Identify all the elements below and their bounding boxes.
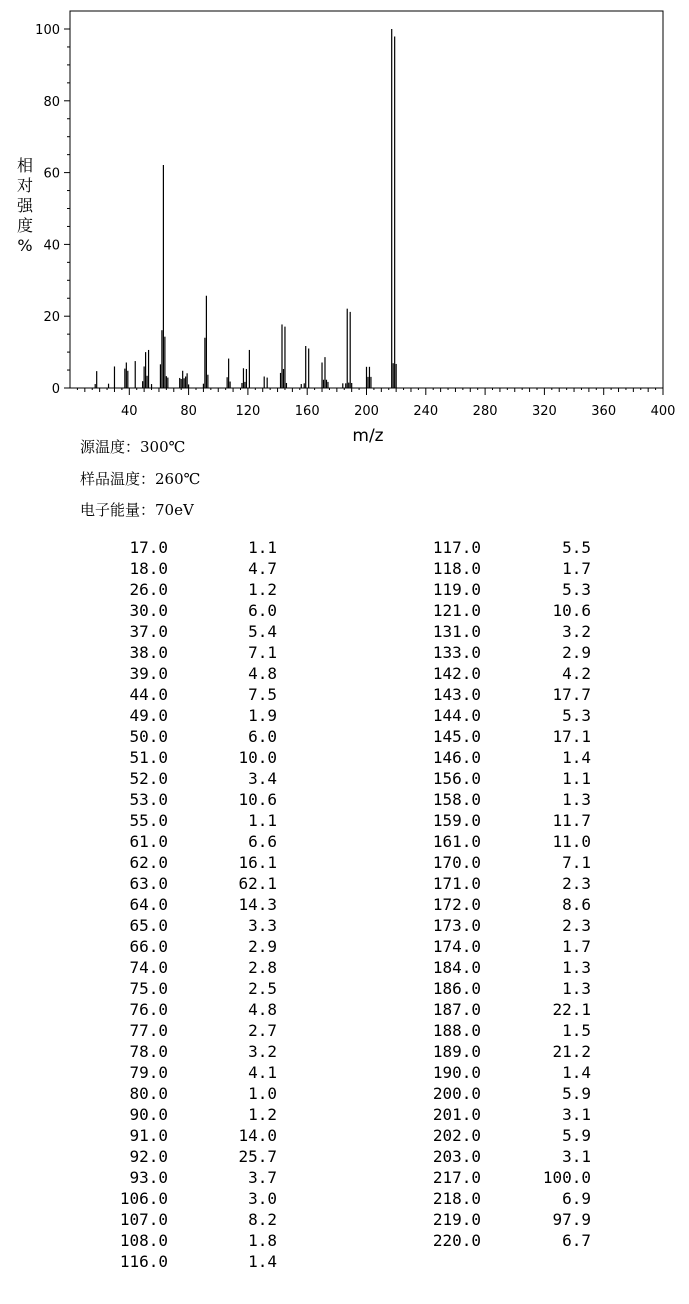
mz-cell: 174.0 (432, 937, 481, 956)
intensity-cell: 6.6 (248, 832, 277, 851)
mz-cell: 90.0 (129, 1105, 168, 1124)
mz-cell: 108.0 (119, 1231, 168, 1250)
intensity-cell: 1.1 (562, 769, 591, 788)
peak-bars (95, 29, 396, 388)
mz-cell: 77.0 (129, 1021, 168, 1040)
table-row (0, 1021, 689, 1041)
mz-cell: 107.0 (119, 1210, 168, 1229)
mz-cell: 117.0 (432, 538, 481, 557)
source-temperature: 源温度：300℃ (80, 438, 186, 456)
x-axis (77, 388, 675, 419)
intensity-cell: 7.5 (248, 685, 277, 704)
mz-cell: 203.0 (432, 1147, 481, 1166)
mz-cell: 142.0 (432, 664, 481, 683)
intensity-cell: 1.5 (562, 1021, 591, 1040)
table-row (0, 1231, 689, 1251)
intensity-cell: 4.8 (248, 664, 277, 683)
intensity-cell: 3.2 (562, 622, 591, 641)
mz-cell: 172.0 (432, 895, 481, 914)
sample-temperature: 样品温度：260℃ (80, 470, 201, 488)
intensity-cell: 1.2 (248, 1105, 277, 1124)
mz-cell: 200.0 (432, 1084, 481, 1103)
table-row (0, 580, 689, 600)
mz-cell: 37.0 (129, 622, 168, 641)
mz-cell: 75.0 (129, 979, 168, 998)
intensity-cell: 3.3 (248, 916, 277, 935)
table-row (0, 643, 689, 663)
intensity-cell: 25.7 (238, 1147, 277, 1166)
mz-cell: 76.0 (129, 1000, 168, 1019)
intensity-cell: 2.3 (562, 916, 591, 935)
table-row (0, 1084, 689, 1104)
mz-cell: 51.0 (129, 748, 168, 767)
table-row (0, 706, 689, 726)
intensity-cell: 10.0 (238, 748, 277, 767)
intensity-cell: 1.8 (248, 1231, 277, 1250)
mz-cell: 186.0 (432, 979, 481, 998)
table-row (0, 748, 689, 768)
mz-cell: 146.0 (432, 748, 481, 767)
mz-cell: 44.0 (129, 685, 168, 704)
intensity-cell: 22.1 (552, 1000, 591, 1019)
table-row (0, 685, 689, 705)
mz-cell: 92.0 (129, 1147, 168, 1166)
table-row (0, 601, 689, 621)
intensity-cell: 2.9 (562, 643, 591, 662)
mz-cell: 133.0 (432, 643, 481, 662)
table-row (0, 811, 689, 831)
intensity-cell: 2.9 (248, 937, 277, 956)
mz-cell: 217.0 (432, 1168, 481, 1187)
intensity-cell: 97.9 (552, 1210, 591, 1229)
table-row (0, 1105, 689, 1125)
mz-cell: 173.0 (432, 916, 481, 935)
intensity-cell: 3.0 (248, 1189, 277, 1208)
intensity-cell: 6.0 (248, 727, 277, 746)
intensity-cell: 1.7 (562, 559, 591, 578)
intensity-cell: 7.1 (562, 853, 591, 872)
mz-cell: 131.0 (432, 622, 481, 641)
intensity-cell: 1.3 (562, 790, 591, 809)
y-axis (35, 23, 70, 397)
intensity-cell: 7.1 (248, 643, 277, 662)
table-row (0, 853, 689, 873)
intensity-cell: 100.0 (542, 1168, 591, 1187)
intensity-cell: 2.3 (562, 874, 591, 893)
x-tick-label: 320 (531, 404, 557, 419)
intensity-cell: 11.7 (552, 811, 591, 830)
mz-cell: 159.0 (432, 811, 481, 830)
mz-cell: 66.0 (129, 937, 168, 956)
mz-cell: 190.0 (432, 1063, 481, 1082)
electron-energy: 电子能量：70eV (80, 501, 194, 519)
x-tick-label: 280 (472, 404, 498, 419)
table-row (0, 559, 689, 579)
x-tick-label: 160 (294, 404, 320, 419)
mz-cell: 220.0 (432, 1231, 481, 1250)
mz-cell: 49.0 (129, 706, 168, 725)
mz-cell: 219.0 (432, 1210, 481, 1229)
mz-cell: 74.0 (129, 958, 168, 977)
mz-cell: 189.0 (432, 1042, 481, 1061)
intensity-cell: 17.7 (552, 685, 591, 704)
table-row (0, 769, 689, 789)
table-row (0, 1252, 689, 1272)
y-tick-label: 20 (43, 310, 60, 326)
intensity-cell: 5.4 (248, 622, 277, 641)
table-row (0, 538, 689, 558)
y-tick-label: 60 (43, 166, 60, 182)
intensity-cell: 1.4 (248, 1252, 277, 1271)
intensity-cell: 5.3 (562, 580, 591, 599)
intensity-cell: 8.6 (562, 895, 591, 914)
intensity-cell: 1.0 (248, 1084, 277, 1103)
table-row (0, 979, 689, 999)
mz-cell: 121.0 (432, 601, 481, 620)
intensity-cell: 5.9 (562, 1084, 591, 1103)
mz-cell: 63.0 (129, 874, 168, 893)
intensity-cell: 4.7 (248, 559, 277, 578)
intensity-cell: 8.2 (248, 1210, 277, 1229)
table-row (0, 622, 689, 642)
mz-cell: 52.0 (129, 769, 168, 788)
plot-frame (70, 11, 663, 388)
intensity-cell: 5.9 (562, 1126, 591, 1145)
table-row (0, 790, 689, 810)
intensity-cell: 1.7 (562, 937, 591, 956)
table-row (0, 1147, 689, 1167)
mz-cell: 144.0 (432, 706, 481, 725)
x-tick-label: 200 (354, 404, 379, 419)
mz-cell: 65.0 (129, 916, 168, 935)
intensity-cell: 1.9 (248, 706, 277, 725)
table-row (0, 727, 689, 747)
intensity-cell: 1.3 (562, 979, 591, 998)
mz-cell: 79.0 (129, 1063, 168, 1082)
intensity-cell: 17.1 (552, 727, 591, 746)
intensity-cell: 4.2 (562, 664, 591, 683)
mz-cell: 188.0 (432, 1021, 481, 1040)
table-row (0, 664, 689, 684)
mz-cell: 161.0 (432, 832, 481, 851)
x-tick-label: 240 (413, 404, 439, 419)
mz-cell: 158.0 (432, 790, 481, 809)
mz-cell: 106.0 (119, 1189, 168, 1208)
intensity-cell: 6.7 (562, 1231, 591, 1250)
x-tick-label: 80 (180, 404, 197, 419)
x-tick-label: 360 (591, 404, 617, 419)
table-row (0, 1063, 689, 1083)
mz-cell: 78.0 (129, 1042, 168, 1061)
intensity-cell: 2.5 (248, 979, 277, 998)
mz-cell: 116.0 (119, 1252, 168, 1271)
intensity-cell: 21.2 (552, 1042, 591, 1061)
table-row (0, 1189, 689, 1209)
table-row (0, 958, 689, 978)
mz-cell: 93.0 (129, 1168, 168, 1187)
mz-cell: 39.0 (129, 664, 168, 683)
mz-cell: 171.0 (432, 874, 481, 893)
table-row (0, 1042, 689, 1062)
intensity-cell: 5.3 (562, 706, 591, 725)
mz-cell: 61.0 (129, 832, 168, 851)
mz-cell: 62.0 (129, 853, 168, 872)
mz-cell: 145.0 (432, 727, 481, 746)
y-tick-label: 0 (51, 382, 60, 397)
y-tick-label: 80 (43, 94, 60, 110)
y-tick-label: 40 (43, 238, 60, 254)
table-row (0, 1210, 689, 1230)
mz-cell: 17.0 (129, 538, 168, 557)
intensity-cell: 1.1 (248, 538, 277, 557)
intensity-cell: 1.2 (248, 580, 277, 599)
mz-cell: 170.0 (432, 853, 481, 872)
intensity-cell: 4.8 (248, 1000, 277, 1019)
intensity-cell: 3.4 (248, 769, 277, 788)
intensity-cell: 3.2 (248, 1042, 277, 1061)
intensity-cell: 16.1 (238, 853, 277, 872)
intensity-cell: 2.8 (248, 958, 277, 977)
table-row (0, 937, 689, 957)
mz-cell: 30.0 (129, 601, 168, 620)
mz-cell: 119.0 (432, 580, 481, 599)
intensity-cell: 10.6 (238, 790, 277, 809)
intensity-cell: 62.1 (238, 874, 277, 893)
x-tick-label: 400 (650, 404, 676, 419)
x-tick-label: 40 (121, 404, 138, 419)
mz-cell: 201.0 (432, 1105, 481, 1124)
intensity-cell: 1.1 (248, 811, 277, 830)
intensity-cell: 3.1 (562, 1105, 591, 1124)
intensity-cell: 3.7 (248, 1168, 277, 1187)
intensity-cell: 5.5 (562, 538, 591, 557)
mz-cell: 187.0 (432, 1000, 481, 1019)
mz-cell: 50.0 (129, 727, 168, 746)
table-row (0, 1168, 689, 1188)
mz-cell: 202.0 (432, 1126, 481, 1145)
table-row (0, 1000, 689, 1020)
mz-cell: 143.0 (432, 685, 481, 704)
table-row (0, 895, 689, 915)
x-tick-label: 120 (235, 404, 261, 419)
intensity-cell: 14.3 (238, 895, 277, 914)
mz-cell: 80.0 (129, 1084, 168, 1103)
intensity-cell: 6.9 (562, 1189, 591, 1208)
intensity-cell: 11.0 (552, 832, 591, 851)
mz-cell: 118.0 (432, 559, 481, 578)
mz-cell: 91.0 (129, 1126, 168, 1145)
intensity-cell: 1.3 (562, 958, 591, 977)
intensity-cell: 1.4 (562, 748, 591, 767)
table-row (0, 874, 689, 894)
intensity-cell: 4.1 (248, 1063, 277, 1082)
intensity-cell: 6.0 (248, 601, 277, 620)
y-tick-label: 100 (35, 23, 60, 38)
mz-cell: 218.0 (432, 1189, 481, 1208)
intensity-cell: 1.4 (562, 1063, 591, 1082)
mz-cell: 38.0 (129, 643, 168, 662)
intensity-cell: 3.1 (562, 1147, 591, 1166)
intensity-cell: 10.6 (552, 601, 591, 620)
y-axis-label: 相对强度% (16, 156, 34, 255)
table-row (0, 916, 689, 936)
intensity-cell: 14.0 (238, 1126, 277, 1145)
mz-cell: 18.0 (129, 559, 168, 578)
intensity-cell: 2.7 (248, 1021, 277, 1040)
mz-cell: 184.0 (432, 958, 481, 977)
table-row (0, 832, 689, 852)
mz-cell: 156.0 (432, 769, 481, 788)
mz-cell: 64.0 (129, 895, 168, 914)
mass-spectrum-chart (0, 0, 689, 450)
mz-cell: 55.0 (129, 811, 168, 830)
mz-cell: 26.0 (129, 580, 168, 599)
x-axis-label: m/z (352, 426, 384, 446)
table-row (0, 1126, 689, 1146)
mz-cell: 53.0 (129, 790, 168, 809)
